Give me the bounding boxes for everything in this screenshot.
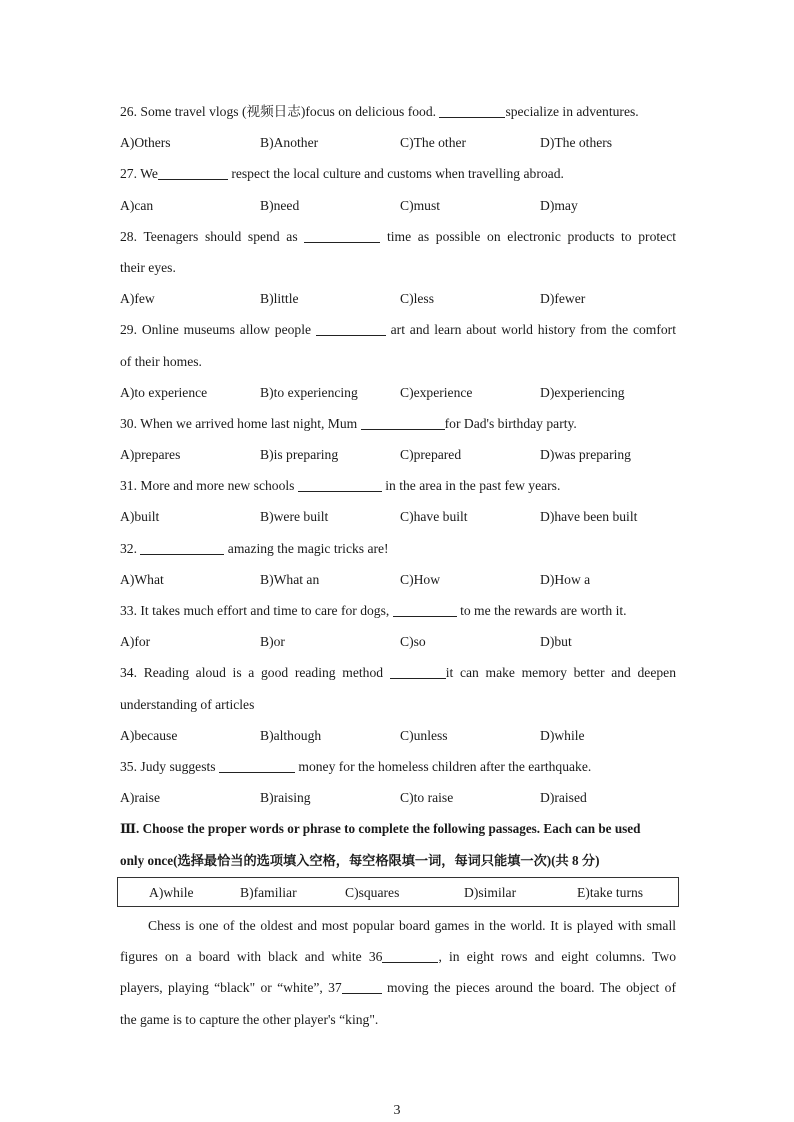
options-28 [120,283,676,314]
option-a[interactable]: A)Others [120,135,171,151]
question-26 [120,96,676,127]
option-a[interactable]: A)built [120,509,160,525]
answer-blank[interactable] [393,600,457,617]
option-a[interactable]: A)for [120,634,151,650]
passage-line: Chess is one of the oldest and most popular board games in the world. It is played with small [148,918,676,933]
question-number: 27. [120,166,137,182]
answer-blank[interactable] [158,163,228,180]
question-text: When we arrived home last night, Mum [140,415,361,431]
option-b[interactable]: B)What an [260,571,320,587]
option-a[interactable]: A)What [120,571,164,587]
word-option-d[interactable]: D)similar [464,885,517,900]
option-b[interactable]: B)little [260,291,299,307]
answer-blank-37[interactable] [342,977,382,994]
options-35 [120,782,676,813]
passage-line [120,941,676,972]
option-a[interactable]: A)few [120,291,155,307]
question-text: Teenagers should spend as [143,228,305,244]
question-31 [120,470,676,501]
option-b[interactable]: B)raising [260,790,311,806]
question-text: money for the homeless children after the earthquake. [294,758,592,774]
word-option-e[interactable]: E)take turns [577,885,644,900]
option-b[interactable]: B)Another [260,135,319,151]
question-29 [120,314,676,345]
option-c[interactable]: C)must [400,197,441,213]
question-number: 32. [120,540,137,556]
options-29 [120,377,676,408]
option-a[interactable]: A)can [120,197,154,213]
passage-text: moving the pieces around the board. The object of [381,980,676,996]
option-a[interactable]: A)raise [120,790,161,806]
answer-blank[interactable] [316,319,386,336]
question-text: time as possible on electronic products to protect [380,228,677,244]
options-32 [120,564,676,595]
option-c[interactable]: C)The other [400,135,467,151]
option-d[interactable]: D)fewer [540,291,586,307]
reading-passage [120,910,676,1035]
question-text: We [140,166,158,182]
option-c[interactable]: C)to raise [400,790,454,806]
option-c[interactable]: C)experience [400,384,473,400]
option-c[interactable]: C)less [400,291,434,307]
passage-text: figures on a board with black and white 36 [120,949,383,965]
option-d[interactable]: D)was preparing [540,447,631,463]
question-number: 33. [120,603,137,618]
section-heading: Ⅲ. Choose the proper words or phrase to complete the following passages. Each can be used [120,821,641,837]
question-continuation: their eyes. [120,259,176,275]
answer-blank-36[interactable] [382,946,438,963]
option-c[interactable]: C)unless [400,727,448,743]
passage-line: the game is to capture the other player's “king". [120,1011,379,1027]
question-text: Some travel vlogs (视频日志)focus on delicious food. [140,104,440,119]
question-text: Reading aloud is a good reading method [143,665,390,681]
option-d[interactable]: D)while [540,727,585,743]
option-d[interactable]: D)How a [540,571,591,587]
question-text: in the area in the past few years. [381,478,561,494]
question-list [120,96,676,876]
section-instruction: only once(选择最恰当的选项填入空格，每空格限填一词，每词只能填一次)(共 8 分) [120,852,600,868]
option-c[interactable]: C)so [400,634,426,650]
option-a[interactable]: A)because [120,727,178,743]
option-b[interactable]: B)although [260,727,322,743]
option-a[interactable]: A)prepares [120,447,181,463]
passage-text: , in eight rows and eight columns. Two [438,949,676,965]
question-text: It takes much effort and time to care for dogs, [140,603,393,618]
option-b[interactable]: B)were built [260,509,329,525]
question-text: it can make memory better and deepen [445,665,676,681]
word-option-c[interactable]: C)squares [345,885,400,900]
question-30 [120,408,676,439]
question-number: 26. [120,104,137,119]
answer-blank[interactable] [140,538,224,555]
question-number: 30. [120,415,137,431]
question-33 [120,595,676,626]
question-number: 29. [120,322,137,338]
answer-blank[interactable] [219,756,295,773]
question-text: art and learn about world history from the comfort [385,322,676,338]
question-text: to me the rewards are worth it. [456,603,627,618]
options-26 [120,127,676,158]
answer-blank[interactable] [304,226,380,243]
word-option-b[interactable]: B)familiar [240,885,297,900]
word-option-a[interactable]: A)while [149,885,194,900]
option-b[interactable]: B)need [260,197,300,213]
question-text: respect the local culture and customs when travelling abroad. [227,166,564,182]
option-b[interactable]: B)to experiencing [260,384,358,400]
option-d[interactable]: D)but [540,634,572,650]
options-30 [120,439,676,470]
option-b[interactable]: B)is preparing [260,447,339,463]
answer-blank[interactable] [298,475,382,492]
option-d[interactable]: D)may [540,197,578,213]
question-number: 34. [120,665,137,681]
options-31 [120,501,676,532]
option-c[interactable]: C)have built [400,509,468,525]
option-d[interactable]: D)have been built [540,509,638,525]
page-number: 3 [393,1103,401,1118]
question-34 [120,657,676,688]
option-b[interactable]: B)or [260,634,285,650]
question-number: 31. [120,478,137,494]
question-28 [120,221,676,252]
option-d[interactable]: D)The others [540,135,613,151]
answer-blank[interactable] [361,413,445,430]
options-27 [120,190,676,221]
question-number: 35. [120,758,137,774]
question-text: Judy suggests [140,758,219,774]
question-number: 28. [120,228,137,244]
passage-line [120,972,676,1003]
question-text: amazing the magic tricks are! [224,540,389,556]
answer-blank[interactable] [390,662,446,679]
question-text: specialize in adventures. [505,104,639,119]
question-text: More and more new schools [140,478,298,494]
question-continuation: understanding of articles [120,696,255,712]
question-continuation: of their homes. [120,353,202,369]
option-a[interactable]: A)to experience [120,384,208,400]
question-text: for Dad's birthday party. [444,415,577,431]
answer-blank[interactable] [439,101,505,118]
option-c[interactable]: C)How [400,571,441,587]
option-c[interactable]: C)prepared [400,447,462,463]
option-d[interactable]: D)raised [540,790,587,806]
question-32 [120,533,676,564]
question-35 [120,751,676,782]
question-27 [120,158,676,189]
option-d[interactable]: D)experiencing [540,384,625,400]
passage-text: players, playing “black" or “white”, 37 [120,980,342,996]
options-33 [120,626,676,657]
question-text: Online museums allow people [141,322,316,338]
word-box [117,877,679,907]
options-34 [120,720,676,751]
